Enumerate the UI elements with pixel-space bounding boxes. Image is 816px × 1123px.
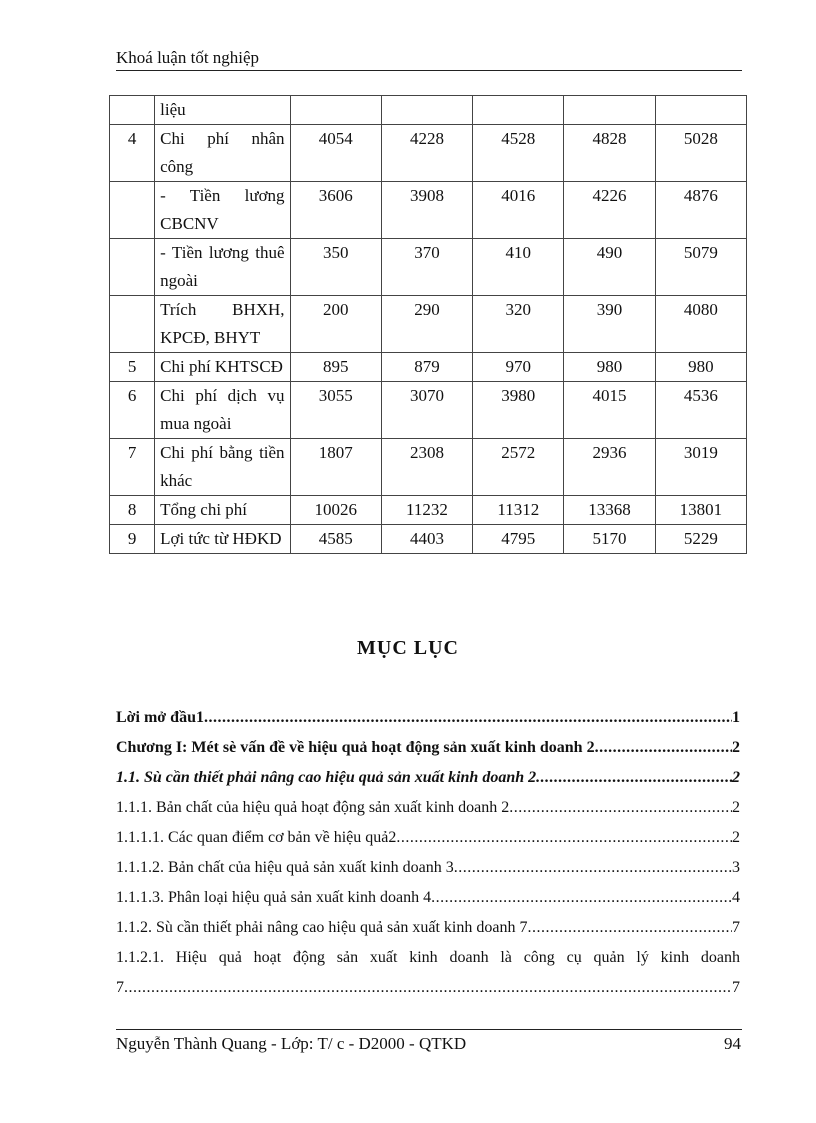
- toc-entry-text: 1.1.1.3. Phân loại hiệu quả sản xuất kinh doanh 4: [116, 889, 432, 906]
- cost-table: [109, 95, 747, 554]
- cell-value: 490: [564, 239, 655, 296]
- cell-value: 970: [473, 353, 564, 382]
- cell-value: 11312: [473, 496, 564, 525]
- row-index: [110, 296, 155, 353]
- table-row: [110, 239, 747, 296]
- cell-value: 3606: [290, 182, 381, 239]
- cell-value: 3070: [381, 382, 472, 439]
- row-item: - Tiền lương CBCNV: [155, 182, 290, 239]
- toc-leader: [454, 854, 732, 882]
- toc-entry-text: Lời mở đầu1: [116, 709, 204, 726]
- cell-value: 5170: [564, 525, 655, 554]
- cell-value: 3055: [290, 382, 381, 439]
- cell-value: 11232: [381, 496, 472, 525]
- cell-value: [381, 96, 472, 125]
- toc-leader: [396, 824, 732, 852]
- table-row: [110, 182, 747, 239]
- cell-value: 4228: [381, 125, 472, 182]
- cell-value: 2572: [473, 439, 564, 496]
- cell-value: 290: [381, 296, 472, 353]
- row-item: Chi phí dịch vụ mua ngoài: [155, 382, 290, 439]
- cell-value: [655, 96, 746, 125]
- row-index: 4: [110, 125, 155, 182]
- cell-value: [564, 96, 655, 125]
- table-row: [110, 125, 747, 182]
- cell-value: [473, 96, 564, 125]
- toc-entry-text: 1.1. Sù cần thiết phải nâng cao hiệu quả sản xuất kinh doanh 2: [116, 769, 537, 786]
- toc-leader: [124, 974, 732, 1002]
- row-item: - Tiền lương thuê ngoài: [155, 239, 290, 296]
- toc-entry-page: 3: [732, 859, 740, 876]
- cell-value: 2308: [381, 439, 472, 496]
- table-row: [110, 353, 747, 382]
- toc-leader: [431, 884, 732, 912]
- row-index: [110, 182, 155, 239]
- cell-value: 200: [290, 296, 381, 353]
- row-item: Tổng chi phí: [155, 496, 290, 525]
- row-index: 6: [110, 382, 155, 439]
- toc-entry[interactable]: [116, 734, 740, 764]
- page-footer: [116, 1034, 741, 1054]
- toc-entry-page: 2: [732, 829, 740, 846]
- toc-leader: [595, 734, 732, 762]
- cell-value: 5028: [655, 125, 746, 182]
- cell-value: 5229: [655, 525, 746, 554]
- cell-value: [290, 96, 381, 125]
- cell-value: 4015: [564, 382, 655, 439]
- row-item: Trích BHXH, KPCĐ, BHYT: [155, 296, 290, 353]
- cell-value: 4536: [655, 382, 746, 439]
- toc-leader: [536, 764, 732, 792]
- cell-value: 4054: [290, 125, 381, 182]
- toc-entry[interactable]: [116, 764, 740, 794]
- cell-value: 3019: [655, 439, 746, 496]
- cell-value: 410: [473, 239, 564, 296]
- table-row: [110, 525, 747, 554]
- toc-entry-text: 1.1.2.1. Hiệu quả hoạt động sản xuất kinh doanh là công cụ quản lý kinh doanh: [116, 949, 740, 966]
- row-index: 8: [110, 496, 155, 525]
- table-row: [110, 382, 747, 439]
- cell-value: 350: [290, 239, 381, 296]
- toc-entry-text: 1.1.1.1. Các quan điểm cơ bản về hiệu quả2: [116, 829, 397, 846]
- toc-entry-text: 1.1.1. Bản chất của hiệu quả hoạt động sản xuất kinh doanh 2: [116, 799, 510, 816]
- row-index: 5: [110, 353, 155, 382]
- row-index: 7: [110, 439, 155, 496]
- toc-entry-page: 2: [732, 769, 740, 786]
- toc-entry-wrapped[interactable]: [116, 944, 740, 1004]
- toc-leader: [527, 914, 732, 942]
- footer-author: Nguyễn Thành Quang - Lớp: T/ c - D2000 - QTKD: [116, 1034, 467, 1053]
- cell-value: 895: [290, 353, 381, 382]
- cell-value: 4226: [564, 182, 655, 239]
- cell-value: 3980: [473, 382, 564, 439]
- cell-value: 4080: [655, 296, 746, 353]
- table-row: [110, 439, 747, 496]
- toc-entry-page: 2: [732, 739, 740, 756]
- row-item: Chi phí KHTSCĐ: [155, 353, 290, 382]
- cell-value: 320: [473, 296, 564, 353]
- toc-entry[interactable]: [116, 884, 740, 914]
- cell-value: 13801: [655, 496, 746, 525]
- page-number: 94: [724, 1034, 741, 1053]
- cell-value: 2936: [564, 439, 655, 496]
- cell-value: 5079: [655, 239, 746, 296]
- cell-value: 980: [564, 353, 655, 382]
- toc-title: MỤC LỤC: [357, 637, 459, 659]
- table-of-contents: [116, 704, 740, 1004]
- row-item: Lợi tức từ HĐKD: [155, 525, 290, 554]
- toc-entry[interactable]: [116, 704, 740, 734]
- cell-value: 4585: [290, 525, 381, 554]
- row-item: Chi phí nhân công: [155, 125, 290, 182]
- row-index: [110, 96, 155, 125]
- table-row: [110, 496, 747, 525]
- toc-entry-page: 2: [732, 799, 740, 816]
- toc-entry-text: 1.1.2. Sù cần thiết phải nâng cao hiệu quả sản xuất kinh doanh 7: [116, 919, 528, 936]
- toc-entry-page: 1: [732, 709, 740, 726]
- row-item: Chi phí bằng tiền khác: [155, 439, 290, 496]
- header-rule: [116, 70, 742, 71]
- toc-entry-page: 7: [732, 919, 740, 936]
- toc-entry[interactable]: [116, 824, 740, 854]
- cell-value: 1807: [290, 439, 381, 496]
- cell-value: 4528: [473, 125, 564, 182]
- table-row: [110, 296, 747, 353]
- cell-value: 13368: [564, 496, 655, 525]
- cell-value: 980: [655, 353, 746, 382]
- table-row: [110, 96, 747, 125]
- cell-value: 4016: [473, 182, 564, 239]
- toc-entry-text: Chương I: Mét sè vấn đề về hiệu quả hoạt động sản xuất kinh doanh 2: [116, 739, 595, 756]
- toc-entry-page: 7: [732, 979, 740, 996]
- cell-value: 390: [564, 296, 655, 353]
- footer-rule: [116, 1029, 742, 1030]
- page-header: Khoá luận tốt nghiệp: [116, 48, 260, 67]
- toc-entry[interactable]: [116, 854, 740, 884]
- row-index: [110, 239, 155, 296]
- toc-leader: [204, 704, 732, 732]
- cell-value: 3908: [381, 182, 472, 239]
- cell-value: 879: [381, 353, 472, 382]
- toc-leader: [509, 794, 732, 822]
- toc-entry-text: 1.1.1.2. Bản chất của hiệu quả sản xuất kinh doanh 3: [116, 859, 454, 876]
- toc-entry[interactable]: [116, 794, 740, 824]
- cell-value: 10026: [290, 496, 381, 525]
- cell-value: 4403: [381, 525, 472, 554]
- row-item: liệu: [155, 96, 290, 125]
- cell-value: 4795: [473, 525, 564, 554]
- cell-value: 4828: [564, 125, 655, 182]
- row-index: 9: [110, 525, 155, 554]
- toc-entry[interactable]: [116, 914, 740, 944]
- toc-entry-text-cont: 7: [116, 979, 124, 996]
- toc-entry-continuation: [116, 974, 740, 1004]
- cell-value: 370: [381, 239, 472, 296]
- cell-value: 4876: [655, 182, 746, 239]
- toc-entry-page: 4: [732, 889, 740, 906]
